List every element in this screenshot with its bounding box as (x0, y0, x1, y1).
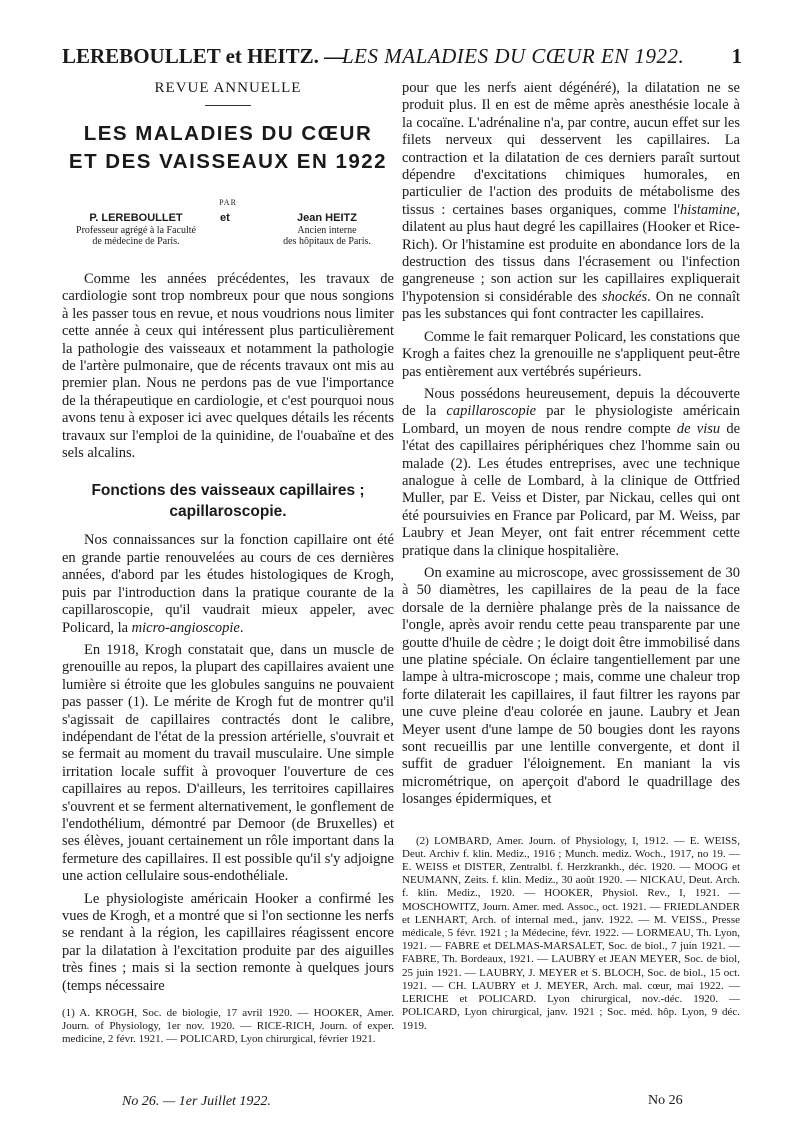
intro-paragraph: Comme les années précédentes, les travaux de cardiologie sont trop nombreux pour que nous songions à les passer tous en revue, et nous voudrions nous limiter cette année à ceux qui intéressent plus particulièrement la pathologie des vaisseaux et notamment la pathologie de l'artère pulmonaire, que de récents travaux ont mis au premier plan. Nous ne perdons pas de vue l'importance de la thérapeutique en cardiologie, et c'est pourquoi nous avons tenu à exposer ici avec quelques détails les récents travaux sur l'emploi de la quinidine, de l'ouabaïne et des sels alcalins. (62, 271, 394, 462)
paragraph-hooker: Le physiologiste américain Hooker a confirmé les vues de Krogh, et a montré que si l'on sectionne les nerfs se rendant à la région, les capillaires réagissent encore par la dilatation à l'excitation produite par des aiguilles très fines ; mais si la section remonte à quelques jours (temps nécessaire (62, 890, 394, 994)
page-number: 1 (731, 44, 742, 68)
paragraph-krogh: En 1918, Krogh constatait que, dans un muscle de grenouille au repos, la plupart des capillaires avaient une lumière si étroite que les globules sanguins ne pouvaient pas passer (1). Le mérite de Krogh fut de montrer qu'il s'agissait de capillaires contractés dont le calibre, indépendant de l'état de la pression artérielle, s'ouvrait et se fermait au moment du travail musculaire. Une simple irritation locale suffit à provoquer l'ouverture de ces capillaires au repos. D'ailleurs, les territoires capillaires s'ouvrent et se ferment alternativement, le gonflement de l'endothélium, démontré par Demoor (de Bruxelles) et ses élèves, jouant certainement un rôle important dans la fermeture des capillaires. Il est possible qu'il s'y adjoigne une action cellulaire sous-endothéliale. (62, 641, 394, 885)
paragraph-continued (402, 80, 740, 324)
issue-date: No 26. — 1er Juillet 1922. (122, 1094, 271, 1109)
left-column (62, 80, 394, 1047)
paragraph-text: par le physiologiste américain Lombard, un moyen de nous rendre compte (402, 403, 741, 437)
author-conjunction: et (220, 212, 230, 224)
running-head-title: LES MALADIES DU CŒUR EN 1922. (342, 44, 685, 68)
article-title (62, 120, 394, 176)
running-head (62, 40, 742, 76)
paragraph-text: . On ne connaît pas les substances qui font contracter les capillaires. (402, 288, 740, 323)
author-2 (258, 213, 396, 248)
paragraph-text: pour que les nerfs aient dégénéré), la dilatation ne se produit plus. Il en est de même après anesthésie locale à la cocaïne. L'adrénaline n'a, par contre, aucun effet sur les filets nerveux qui desservent les capillaires. La contraction et la dilatation de ces derniers paraît surtout dépendre d'excitations chimiques humorales, en particulier de l'action des produits de métabolisme des tissus : certaines bases organiques, comme l' (402, 80, 740, 218)
emphasis-term: micro-angioscopie (131, 619, 240, 636)
paragraph-text: Nous possédons heureusement, depuis la découverte de la (402, 385, 740, 420)
paragraph-text: Nos connaissances sur la fonction capillaire ont été en grande partie renouvelées au cours de ces dernières années, d'abord par les études histologiques de Krogh, puis par l'introduction dans la pratique courante de la capillaroscopie, qu'il vaudrait mieux appeler, avec Policard, la (62, 532, 394, 636)
running-head-authors: LEREBOULLET et HEITZ. — (62, 44, 346, 68)
paragraph-end: . (239, 619, 244, 636)
author-2-name: Jean HEITZ (297, 212, 357, 224)
issue-number: No 26 (648, 1093, 683, 1108)
emphasis-shockes: shockés (602, 288, 648, 305)
paragraph-microscope: On examine au microscope, avec grossissement de 30 à 50 diamètres, les capillaires de la peau de la face dorsale de la dernière phalange près de la naissance de l'ongle, après avoir rendu cette peau transparente par une goutte d'huile de cèdre ; le doigt doit être immobilisé dans une platine spéciale. On éclaire tangentiellement par une lampe à ultra-microscope ; mais, comme une chaleur trop forte dilaterait les capillaires, il faut filtrer les rayons par une cuve pleine d'eau colorée en jaune. Laubry et Jean Meyer usent d'une lampe de 50 bougies dont les rayons sont recueillis par une lentille convergente, et dont il suffit de graduer l'éloignement. En maniant la vis micrométrique, on aperçoit d'abord le quadrillage des losanges épidermiques, et (402, 564, 740, 808)
author-1-name: P. LEREBOULLET (89, 212, 183, 224)
paragraph-text: de l'état des capillaires périphériques chez l'homme sain ou malade (2). Les études entreprises, avec une technique analogue à celle de Lombard, à la clinique de Ottfried Muller, par E. Veiss et Dister, par Nickau, celles qui ont été poursuivies en France par Policard, par M. Weiss, par Laubry et Jean Meyer, ont fait entrer récemment cette pratique dans la clinique hospitalière. (402, 420, 741, 559)
author-2-affiliation-line2: des hôpitaux de Paris. (283, 236, 371, 247)
section-heading-line1: Fonctions des vaisseaux capillaires ; (91, 482, 365, 500)
rubric-rule (205, 105, 251, 106)
emphasis-de-visu: de visu (676, 420, 721, 437)
section-heading (62, 480, 394, 522)
article-title-line2: ET DES VAISSEAUX EN 1922 (68, 150, 388, 173)
author-2-affiliation-line1: Ancien interne (297, 224, 357, 236)
emphasis-histamine: histamine (679, 201, 737, 218)
paragraph-capillaroscopy (402, 386, 740, 560)
author-1-affiliation-line2: de médecine de Paris. (92, 236, 180, 247)
byline-par: PAR (219, 198, 237, 207)
authors-block (62, 213, 394, 259)
author-1 (62, 213, 210, 248)
section-heading-line2: capillaroscopie. (169, 503, 287, 521)
emphasis-capillaroscopie: capillaroscopie (446, 403, 537, 420)
footnote-1: (1) A. KROGH, Soc. de biologie, 17 avril 1920. — HOOKER, Amer. Journ. of Physiology, 1er nov. 1920. — RICE-RICH, Journ. of exper. medicine, 2 févr. 1921. — POLICARD, Lyon chirurgical, février 1921. (62, 1007, 394, 1046)
paragraph-capillary-function (62, 532, 394, 636)
article-title-line1: LES MALADIES DU CŒUR (83, 122, 373, 145)
right-column (402, 80, 740, 1033)
paragraph-text: , dilatent au plus haut degré les capillaires (Hooker et Rice-Rich). Or l'histamine est produite en abondance lors de la destruction des tissus dans l'écrasement ou l'infection gangreneuse ; son action sur les capillaires expliquerait l'hypotension si considérable des (402, 201, 740, 305)
footnote-2: (2) LOMBARD, Amer. Journ. of Physiology, I, 1912. — E. WEISS, Deut. Archiv f. klin. Mediz., 1916 ; Munch. mediz. Woch., 1917, no 19. — E. WEISS et DISTER, Zentralbl. f. Herzkrankh., déc. 1920. — MOOG et NEUMANN, Zeits. f. klin. Mediz., 30 août 1920. — NICKAU, Deut. Arch. f. klin. Mediz., 1920. — HOOKER, Physiol. Rev., I, 1921. — MOSCHOWITZ, Journ. Amer. med. Assoc., oct. 1921. — FRIEDLANDER et LENHART, Arch. of internal med., janv. 1922. — M. VEISS., Presse médicale, 5 févr. 1921 ; la Médecine, févr. 1922. — LORMEAU, Th. Lyon, 1921. — FABRE et DELMAS-MARSALET, Soc. de biol., 7 juin 1921. — FABRE, Th. Bordeaux, 1921. — LAUBRY et JEAN MEYER, Soc. de biol, 25 juin 1921. — LAUBRY, J. MEYER et S. BLOCH, Soc. de biol., 15 oct. 1921. — CH. LAUBRY et J. MEYER, Arch. mal. cœur, mai 1922. — LERICHE et POLICARD. Lyon chirurgical, nov.-déc. 1920. — POLICARD, Lyon chirurgical, janv. 1921 ; Soc. méd. hôp. Lyon, 9 déc. 1919. (402, 834, 740, 1032)
author-1-affiliation-line1: Professeur agrégé à la Faculté (76, 224, 196, 236)
paragraph-policard: Comme le fait remarquer Policard, les constations que Krogh a faites chez la grenouille ne s'appliquent peut-être pas entièrement aux vertébrés supérieurs. (402, 328, 740, 380)
rubric: REVUE ANNUELLE (154, 80, 302, 96)
